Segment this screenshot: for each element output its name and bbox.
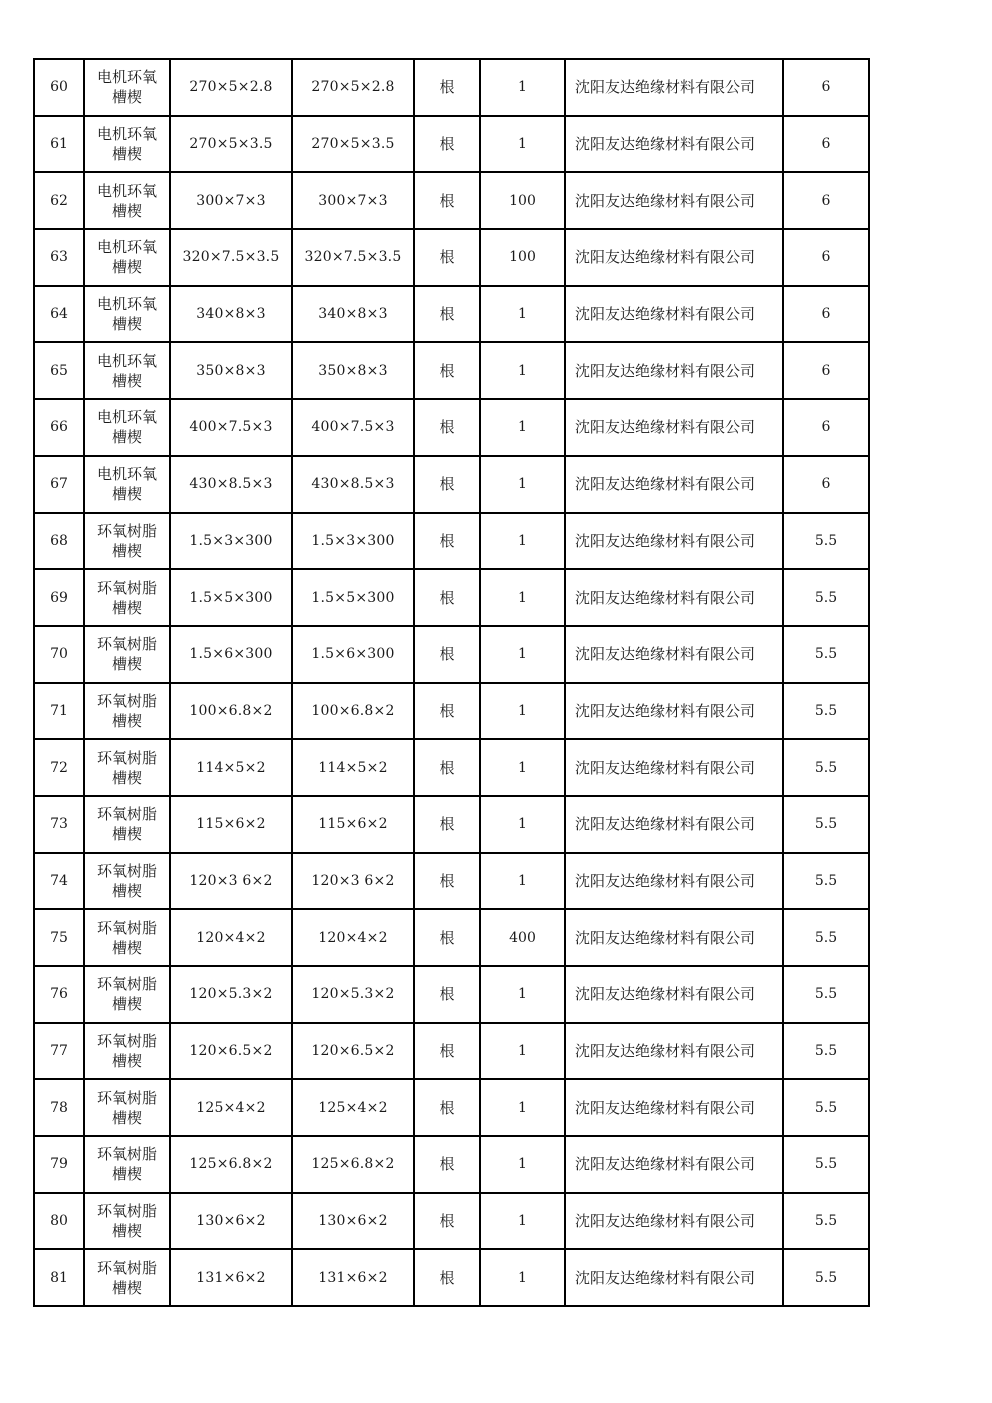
spec-cell: 120×5.3×2 bbox=[170, 966, 292, 1023]
table-row bbox=[34, 683, 869, 740]
model-cell: 131×6×2 bbox=[292, 1249, 414, 1306]
table-row bbox=[34, 909, 869, 966]
unit-cell: 根 bbox=[414, 116, 480, 173]
spec-cell: 270×5×3.5 bbox=[170, 116, 292, 173]
model-cell: 270×5×3.5 bbox=[292, 116, 414, 173]
spec-cell: 125×6.8×2 bbox=[170, 1136, 292, 1193]
price-cell: 5.5 bbox=[783, 796, 869, 853]
supplier-cell: 沈阳友达绝缘材料有限公司 bbox=[565, 569, 783, 626]
price-cell: 5.5 bbox=[783, 739, 869, 796]
row-number-cell: 67 bbox=[34, 456, 84, 513]
unit-cell: 根 bbox=[414, 683, 480, 740]
table-row bbox=[34, 172, 869, 229]
model-cell: 1.5×6×300 bbox=[292, 626, 414, 683]
supplier-cell: 沈阳友达绝缘材料有限公司 bbox=[565, 513, 783, 570]
table-row bbox=[34, 569, 869, 626]
unit-cell: 根 bbox=[414, 513, 480, 570]
supplier-cell: 沈阳友达绝缘材料有限公司 bbox=[565, 966, 783, 1023]
supplier-cell: 沈阳友达绝缘材料有限公司 bbox=[565, 1136, 783, 1193]
row-number-cell: 71 bbox=[34, 683, 84, 740]
model-cell: 130×6×2 bbox=[292, 1193, 414, 1250]
item-name-cell: 环氧树脂槽楔 bbox=[84, 1136, 170, 1193]
model-cell: 120×5.3×2 bbox=[292, 966, 414, 1023]
quantity-cell: 1 bbox=[480, 966, 565, 1023]
unit-cell: 根 bbox=[414, 626, 480, 683]
unit-cell: 根 bbox=[414, 456, 480, 513]
unit-cell: 根 bbox=[414, 1249, 480, 1306]
supplier-cell: 沈阳友达绝缘材料有限公司 bbox=[565, 116, 783, 173]
row-number-cell: 62 bbox=[34, 172, 84, 229]
table-row bbox=[34, 456, 869, 513]
quantity-cell: 1 bbox=[480, 569, 565, 626]
price-cell: 6 bbox=[783, 116, 869, 173]
spec-cell: 430×8.5×3 bbox=[170, 456, 292, 513]
spec-cell: 131×6×2 bbox=[170, 1249, 292, 1306]
unit-cell: 根 bbox=[414, 909, 480, 966]
quantity-cell: 1 bbox=[480, 399, 565, 456]
quantity-cell: 1 bbox=[480, 342, 565, 399]
model-cell: 125×4×2 bbox=[292, 1079, 414, 1136]
model-cell: 300×7×3 bbox=[292, 172, 414, 229]
model-cell: 400×7.5×3 bbox=[292, 399, 414, 456]
row-number-cell: 81 bbox=[34, 1249, 84, 1306]
table-row bbox=[34, 853, 869, 910]
row-number-cell: 63 bbox=[34, 229, 84, 286]
supplier-cell: 沈阳友达绝缘材料有限公司 bbox=[565, 853, 783, 910]
price-cell: 6 bbox=[783, 229, 869, 286]
item-name-cell: 环氧树脂槽楔 bbox=[84, 626, 170, 683]
quantity-cell: 1 bbox=[480, 796, 565, 853]
row-number-cell: 79 bbox=[34, 1136, 84, 1193]
row-number-cell: 70 bbox=[34, 626, 84, 683]
quantity-cell: 400 bbox=[480, 909, 565, 966]
item-name-cell: 电机环氧槽楔 bbox=[84, 456, 170, 513]
unit-cell: 根 bbox=[414, 59, 480, 116]
price-cell: 5.5 bbox=[783, 1249, 869, 1306]
spec-cell: 115×6×2 bbox=[170, 796, 292, 853]
price-cell: 6 bbox=[783, 399, 869, 456]
supplier-cell: 沈阳友达绝缘材料有限公司 bbox=[565, 172, 783, 229]
supplier-cell: 沈阳友达绝缘材料有限公司 bbox=[565, 1249, 783, 1306]
unit-cell: 根 bbox=[414, 399, 480, 456]
item-name-cell: 环氧树脂槽楔 bbox=[84, 1249, 170, 1306]
spec-cell: 114×5×2 bbox=[170, 739, 292, 796]
spec-cell: 100×6.8×2 bbox=[170, 683, 292, 740]
table-row bbox=[34, 1023, 869, 1080]
spec-cell: 1.5×5×300 bbox=[170, 569, 292, 626]
supplier-cell: 沈阳友达绝缘材料有限公司 bbox=[565, 59, 783, 116]
price-cell: 6 bbox=[783, 342, 869, 399]
quantity-cell: 1 bbox=[480, 286, 565, 343]
table-row bbox=[34, 626, 869, 683]
price-cell: 5.5 bbox=[783, 1023, 869, 1080]
row-number-cell: 61 bbox=[34, 116, 84, 173]
spec-cell: 1.5×6×300 bbox=[170, 626, 292, 683]
row-number-cell: 77 bbox=[34, 1023, 84, 1080]
table-row bbox=[34, 342, 869, 399]
model-cell: 120×6.5×2 bbox=[292, 1023, 414, 1080]
price-cell: 5.5 bbox=[783, 513, 869, 570]
spec-cell: 300×7×3 bbox=[170, 172, 292, 229]
price-cell: 6 bbox=[783, 456, 869, 513]
spec-cell: 120×6.5×2 bbox=[170, 1023, 292, 1080]
supplier-cell: 沈阳友达绝缘材料有限公司 bbox=[565, 342, 783, 399]
row-number-cell: 73 bbox=[34, 796, 84, 853]
row-number-cell: 75 bbox=[34, 909, 84, 966]
spec-cell: 130×6×2 bbox=[170, 1193, 292, 1250]
unit-cell: 根 bbox=[414, 1023, 480, 1080]
quantity-cell: 100 bbox=[480, 172, 565, 229]
unit-cell: 根 bbox=[414, 569, 480, 626]
unit-cell: 根 bbox=[414, 739, 480, 796]
item-name-cell: 电机环氧槽楔 bbox=[84, 59, 170, 116]
price-cell: 6 bbox=[783, 172, 869, 229]
model-cell: 100×6.8×2 bbox=[292, 683, 414, 740]
row-number-cell: 68 bbox=[34, 513, 84, 570]
parts-table bbox=[33, 58, 870, 1307]
model-cell: 320×7.5×3.5 bbox=[292, 229, 414, 286]
item-name-cell: 环氧树脂槽楔 bbox=[84, 796, 170, 853]
quantity-cell: 1 bbox=[480, 683, 565, 740]
unit-cell: 根 bbox=[414, 1136, 480, 1193]
quantity-cell: 1 bbox=[480, 456, 565, 513]
model-cell: 120×4×2 bbox=[292, 909, 414, 966]
model-cell: 270×5×2.8 bbox=[292, 59, 414, 116]
model-cell: 1.5×5×300 bbox=[292, 569, 414, 626]
model-cell: 430×8.5×3 bbox=[292, 456, 414, 513]
table-row bbox=[34, 1193, 869, 1250]
table-row bbox=[34, 796, 869, 853]
price-cell: 5.5 bbox=[783, 909, 869, 966]
model-cell: 340×8×3 bbox=[292, 286, 414, 343]
supplier-cell: 沈阳友达绝缘材料有限公司 bbox=[565, 399, 783, 456]
unit-cell: 根 bbox=[414, 1193, 480, 1250]
price-cell: 6 bbox=[783, 286, 869, 343]
item-name-cell: 环氧树脂槽楔 bbox=[84, 909, 170, 966]
quantity-cell: 1 bbox=[480, 853, 565, 910]
price-cell: 5.5 bbox=[783, 1079, 869, 1136]
price-cell: 5.5 bbox=[783, 853, 869, 910]
table-row bbox=[34, 116, 869, 173]
supplier-cell: 沈阳友达绝缘材料有限公司 bbox=[565, 1079, 783, 1136]
row-number-cell: 64 bbox=[34, 286, 84, 343]
unit-cell: 根 bbox=[414, 966, 480, 1023]
row-number-cell: 60 bbox=[34, 59, 84, 116]
item-name-cell: 环氧树脂槽楔 bbox=[84, 739, 170, 796]
row-number-cell: 72 bbox=[34, 739, 84, 796]
quantity-cell: 1 bbox=[480, 739, 565, 796]
spec-cell: 1.5×3×300 bbox=[170, 513, 292, 570]
item-name-cell: 环氧树脂槽楔 bbox=[84, 1193, 170, 1250]
unit-cell: 根 bbox=[414, 796, 480, 853]
table-row bbox=[34, 1079, 869, 1136]
spec-cell: 340×8×3 bbox=[170, 286, 292, 343]
supplier-cell: 沈阳友达绝缘材料有限公司 bbox=[565, 456, 783, 513]
item-name-cell: 电机环氧槽楔 bbox=[84, 286, 170, 343]
supplier-cell: 沈阳友达绝缘材料有限公司 bbox=[565, 739, 783, 796]
table-row bbox=[34, 1249, 869, 1306]
supplier-cell: 沈阳友达绝缘材料有限公司 bbox=[565, 626, 783, 683]
quantity-cell: 1 bbox=[480, 1023, 565, 1080]
spec-cell: 120×4×2 bbox=[170, 909, 292, 966]
supplier-cell: 沈阳友达绝缘材料有限公司 bbox=[565, 796, 783, 853]
spec-cell: 320×7.5×3.5 bbox=[170, 229, 292, 286]
table-row bbox=[34, 739, 869, 796]
price-cell: 6 bbox=[783, 59, 869, 116]
spec-cell: 270×5×2.8 bbox=[170, 59, 292, 116]
table-row bbox=[34, 59, 869, 116]
table-row bbox=[34, 513, 869, 570]
spec-cell: 125×4×2 bbox=[170, 1079, 292, 1136]
supplier-cell: 沈阳友达绝缘材料有限公司 bbox=[565, 229, 783, 286]
item-name-cell: 环氧树脂槽楔 bbox=[84, 966, 170, 1023]
model-cell: 114×5×2 bbox=[292, 739, 414, 796]
quantity-cell: 1 bbox=[480, 513, 565, 570]
model-cell: 350×8×3 bbox=[292, 342, 414, 399]
price-cell: 5.5 bbox=[783, 569, 869, 626]
row-number-cell: 66 bbox=[34, 399, 84, 456]
item-name-cell: 电机环氧槽楔 bbox=[84, 342, 170, 399]
model-cell: 125×6.8×2 bbox=[292, 1136, 414, 1193]
spec-cell: 120×3 6×2 bbox=[170, 853, 292, 910]
row-number-cell: 65 bbox=[34, 342, 84, 399]
table-row bbox=[34, 966, 869, 1023]
supplier-cell: 沈阳友达绝缘材料有限公司 bbox=[565, 286, 783, 343]
quantity-cell: 100 bbox=[480, 229, 565, 286]
price-cell: 5.5 bbox=[783, 1193, 869, 1250]
item-name-cell: 环氧树脂槽楔 bbox=[84, 853, 170, 910]
spec-cell: 400×7.5×3 bbox=[170, 399, 292, 456]
spec-cell: 350×8×3 bbox=[170, 342, 292, 399]
quantity-cell: 1 bbox=[480, 1079, 565, 1136]
table-row bbox=[34, 399, 869, 456]
row-number-cell: 74 bbox=[34, 853, 84, 910]
quantity-cell: 1 bbox=[480, 116, 565, 173]
item-name-cell: 电机环氧槽楔 bbox=[84, 116, 170, 173]
supplier-cell: 沈阳友达绝缘材料有限公司 bbox=[565, 1023, 783, 1080]
supplier-cell: 沈阳友达绝缘材料有限公司 bbox=[565, 1193, 783, 1250]
table-row bbox=[34, 229, 869, 286]
price-cell: 5.5 bbox=[783, 966, 869, 1023]
row-number-cell: 76 bbox=[34, 966, 84, 1023]
unit-cell: 根 bbox=[414, 229, 480, 286]
parts-table-body bbox=[34, 59, 869, 1306]
item-name-cell: 环氧树脂槽楔 bbox=[84, 513, 170, 570]
model-cell: 1.5×3×300 bbox=[292, 513, 414, 570]
unit-cell: 根 bbox=[414, 342, 480, 399]
row-number-cell: 69 bbox=[34, 569, 84, 626]
item-name-cell: 环氧树脂槽楔 bbox=[84, 1023, 170, 1080]
row-number-cell: 78 bbox=[34, 1079, 84, 1136]
quantity-cell: 1 bbox=[480, 1136, 565, 1193]
item-name-cell: 环氧树脂槽楔 bbox=[84, 1079, 170, 1136]
supplier-cell: 沈阳友达绝缘材料有限公司 bbox=[565, 683, 783, 740]
unit-cell: 根 bbox=[414, 853, 480, 910]
supplier-cell: 沈阳友达绝缘材料有限公司 bbox=[565, 909, 783, 966]
quantity-cell: 1 bbox=[480, 1249, 565, 1306]
quantity-cell: 1 bbox=[480, 1193, 565, 1250]
model-cell: 115×6×2 bbox=[292, 796, 414, 853]
unit-cell: 根 bbox=[414, 1079, 480, 1136]
price-cell: 5.5 bbox=[783, 626, 869, 683]
price-cell: 5.5 bbox=[783, 683, 869, 740]
quantity-cell: 1 bbox=[480, 626, 565, 683]
price-cell: 5.5 bbox=[783, 1136, 869, 1193]
model-cell: 120×3 6×2 bbox=[292, 853, 414, 910]
unit-cell: 根 bbox=[414, 172, 480, 229]
table-row bbox=[34, 286, 869, 343]
item-name-cell: 电机环氧槽楔 bbox=[84, 229, 170, 286]
item-name-cell: 环氧树脂槽楔 bbox=[84, 683, 170, 740]
unit-cell: 根 bbox=[414, 286, 480, 343]
item-name-cell: 环氧树脂槽楔 bbox=[84, 569, 170, 626]
item-name-cell: 电机环氧槽楔 bbox=[84, 172, 170, 229]
quantity-cell: 1 bbox=[480, 59, 565, 116]
table-row bbox=[34, 1136, 869, 1193]
item-name-cell: 电机环氧槽楔 bbox=[84, 399, 170, 456]
row-number-cell: 80 bbox=[34, 1193, 84, 1250]
